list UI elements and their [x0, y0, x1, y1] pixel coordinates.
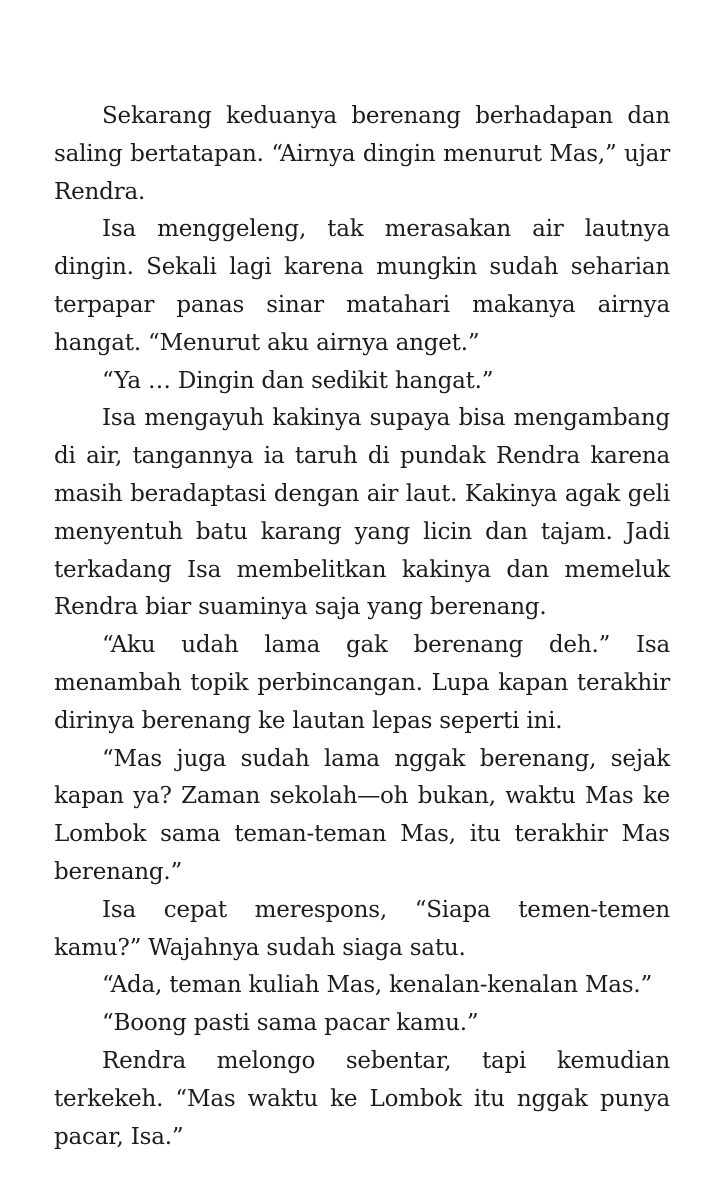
- paragraph-2: Isa menggeleng, tak merasakan air lautnya dingin. Sekali lagi karena mungkin sudah seharian terpapar panas sinar matahari makanya airnya hangat. “Menurut aku airnya anget.”: [54, 216, 670, 356]
- paragraph-6: “Mas juga sudah lama nggak berenang, sejak kapan ya? Zaman sekolah—oh bukan, waktu Mas ke Lombok sama teman-teman Mas, itu terakhir Mas berenang.”: [54, 745, 670, 885]
- paragraph-1: Sekarang keduanya berenang berhadapan dan saling bertatapan. “Airnya dingin menurut Mas,” ujar Rendra.: [54, 103, 670, 205]
- paragraph-3: “Ya … Dingin dan sedikit hangat.”: [102, 367, 494, 394]
- paragraph-5: “Aku udah lama gak berenang deh.” Isa menambah topik perbincangan. Lupa kapan terakhir dirinya berenang ke lautan lepas seperti ini.: [54, 632, 670, 734]
- paragraph-10: Rendra melongo sebentar, tapi kemudian terkekeh. “Mas waktu ke Lombok itu nggak punya pacar, Isa.”: [54, 1047, 670, 1150]
- paragraph-9: “Boong pasti sama pacar kamu.”: [102, 1010, 479, 1037]
- paragraph-4: Isa mengayuh kakinya supaya bisa mengambang di air, tangannya ia taruh di pundak Rendra karena masih beradaptasi dengan air laut. Kakinya agak geli menyentuh batu karang yang licin dan tajam. Jadi terkadang Isa membelitkan kakinya dan memeluk Rendra biar suaminya saja yang berenang.: [54, 405, 670, 621]
- paragraph-7: Isa cepat merespons, “Siapa temen-temen kamu?” Wajahnya sudah siaga satu.: [54, 896, 670, 961]
- book-page-text: [54, 98, 670, 1156]
- paragraph-8: “Ada, teman kuliah Mas, kenalan-kenalan Mas.”: [102, 972, 653, 999]
